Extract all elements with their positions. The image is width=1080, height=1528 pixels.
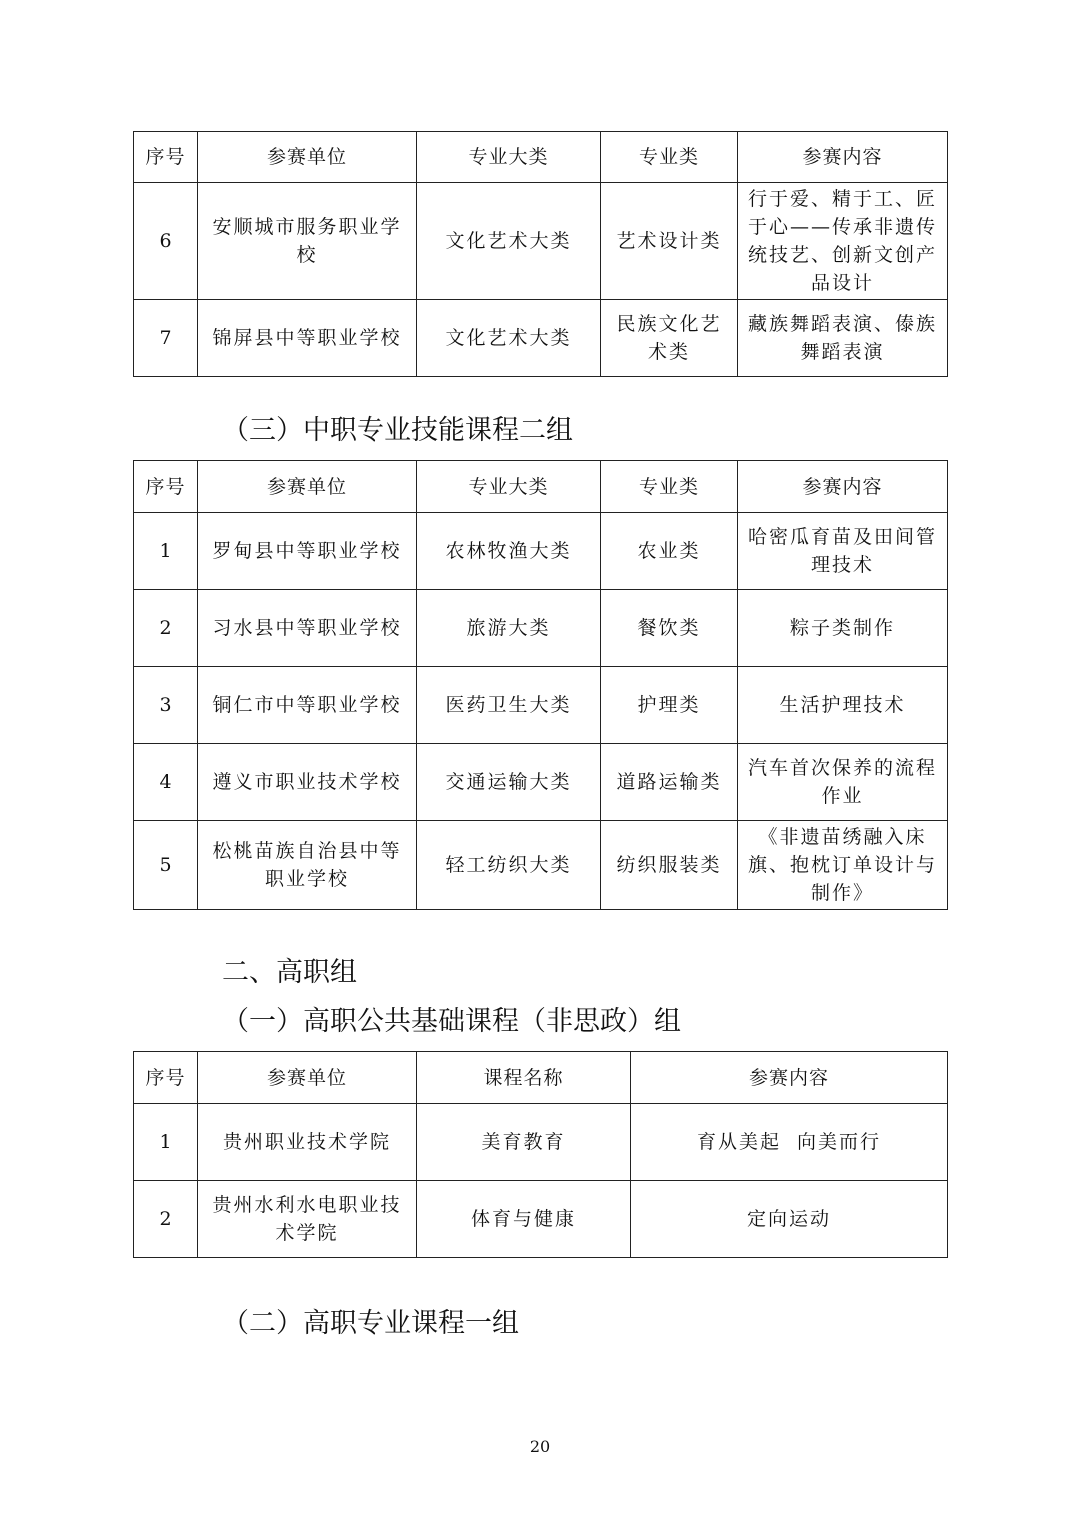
header-seq: 序号	[134, 461, 198, 513]
cell-seq: 2	[134, 1181, 198, 1258]
table-continued	[133, 131, 948, 377]
cell-content: 粽子类制作	[738, 590, 948, 667]
cell-seq: 3	[134, 667, 198, 744]
table-row	[134, 300, 948, 377]
cell-unit: 锦屏县中等职业学校	[198, 300, 417, 377]
header-content: 参赛内容	[738, 461, 948, 513]
section-heading: （一）高职公共基础课程（非思政）组	[222, 1006, 681, 1037]
page-number: 20	[529, 1437, 551, 1456]
cell-major: 纺织服装类	[601, 821, 738, 910]
cell-category: 农林牧渔大类	[417, 513, 601, 590]
cell-seq: 1	[134, 1104, 198, 1181]
table-vocational-skills-group2	[133, 460, 948, 910]
cell-major: 艺术设计类	[601, 183, 738, 300]
cell-unit: 遵义市职业技术学校	[198, 744, 417, 821]
table-row	[134, 667, 948, 744]
cell-major: 餐饮类	[601, 590, 738, 667]
header-seq: 序号	[134, 1052, 198, 1104]
cell-content: 汽车首次保养的流程作业	[738, 744, 948, 821]
cell-seq: 1	[134, 513, 198, 590]
header-major: 专业类	[601, 461, 738, 513]
cell-seq: 6	[134, 183, 198, 300]
cell-content: 生活护理技术	[738, 667, 948, 744]
table-higher-vocational-public	[133, 1051, 948, 1258]
cell-major: 道路运输类	[601, 744, 738, 821]
cell-seq: 2	[134, 590, 198, 667]
header-seq: 序号	[134, 132, 198, 183]
cell-seq: 7	[134, 300, 198, 377]
header-category: 专业大类	[417, 132, 601, 183]
cell-unit: 安顺城市服务职业学校	[198, 183, 417, 300]
table-row	[134, 1104, 948, 1181]
cell-category: 旅游大类	[417, 590, 601, 667]
cell-category: 交通运输大类	[417, 744, 601, 821]
cell-content: 定向运动	[631, 1181, 948, 1258]
cell-course: 美育教育	[417, 1104, 631, 1181]
header-content: 参赛内容	[631, 1052, 948, 1104]
cell-category: 文化艺术大类	[417, 183, 601, 300]
cell-major: 护理类	[601, 667, 738, 744]
table-header-row	[134, 461, 948, 513]
header-content: 参赛内容	[738, 132, 948, 183]
cell-seq: 5	[134, 821, 198, 910]
cell-major: 民族文化艺术类	[601, 300, 738, 377]
table-row	[134, 513, 948, 590]
table-row	[134, 590, 948, 667]
cell-category: 文化艺术大类	[417, 300, 601, 377]
cell-category: 轻工纺织大类	[417, 821, 601, 910]
section-heading: （三）中职专业技能课程二组	[222, 415, 573, 446]
cell-content: 育从美起 向美而行	[631, 1104, 948, 1181]
header-unit: 参赛单位	[198, 1052, 417, 1104]
header-course: 课程名称	[417, 1052, 631, 1104]
header-major: 专业类	[601, 132, 738, 183]
cell-category: 医药卫生大类	[417, 667, 601, 744]
table-header-row	[134, 132, 948, 183]
header-unit: 参赛单位	[198, 132, 417, 183]
cell-unit: 贵州水利水电职业技术学院	[198, 1181, 417, 1258]
section-heading: 二、高职组	[222, 957, 357, 988]
table-row	[134, 744, 948, 821]
table-row	[134, 1181, 948, 1258]
cell-course: 体育与健康	[417, 1181, 631, 1258]
cell-unit: 习水县中等职业学校	[198, 590, 417, 667]
cell-content: 行于爱、精于工、匠于心——传承非遗传统技艺、创新文创产品设计	[738, 183, 948, 300]
cell-unit: 罗甸县中等职业学校	[198, 513, 417, 590]
section-heading: （二）高职专业课程一组	[222, 1308, 519, 1339]
cell-content: 哈密瓜育苗及田间管理技术	[738, 513, 948, 590]
table-header-row	[134, 1052, 948, 1104]
cell-content: 《非遗苗绣融入床旗、抱枕订单设计与制作》	[738, 821, 948, 910]
header-unit: 参赛单位	[198, 461, 417, 513]
cell-content: 藏族舞蹈表演、傣族舞蹈表演	[738, 300, 948, 377]
cell-unit: 松桃苗族自治县中等职业学校	[198, 821, 417, 910]
cell-major: 农业类	[601, 513, 738, 590]
cell-unit: 贵州职业技术学院	[198, 1104, 417, 1181]
table-row	[134, 821, 948, 910]
cell-seq: 4	[134, 744, 198, 821]
table-row	[134, 183, 948, 300]
cell-unit: 铜仁市中等职业学校	[198, 667, 417, 744]
header-category: 专业大类	[417, 461, 601, 513]
